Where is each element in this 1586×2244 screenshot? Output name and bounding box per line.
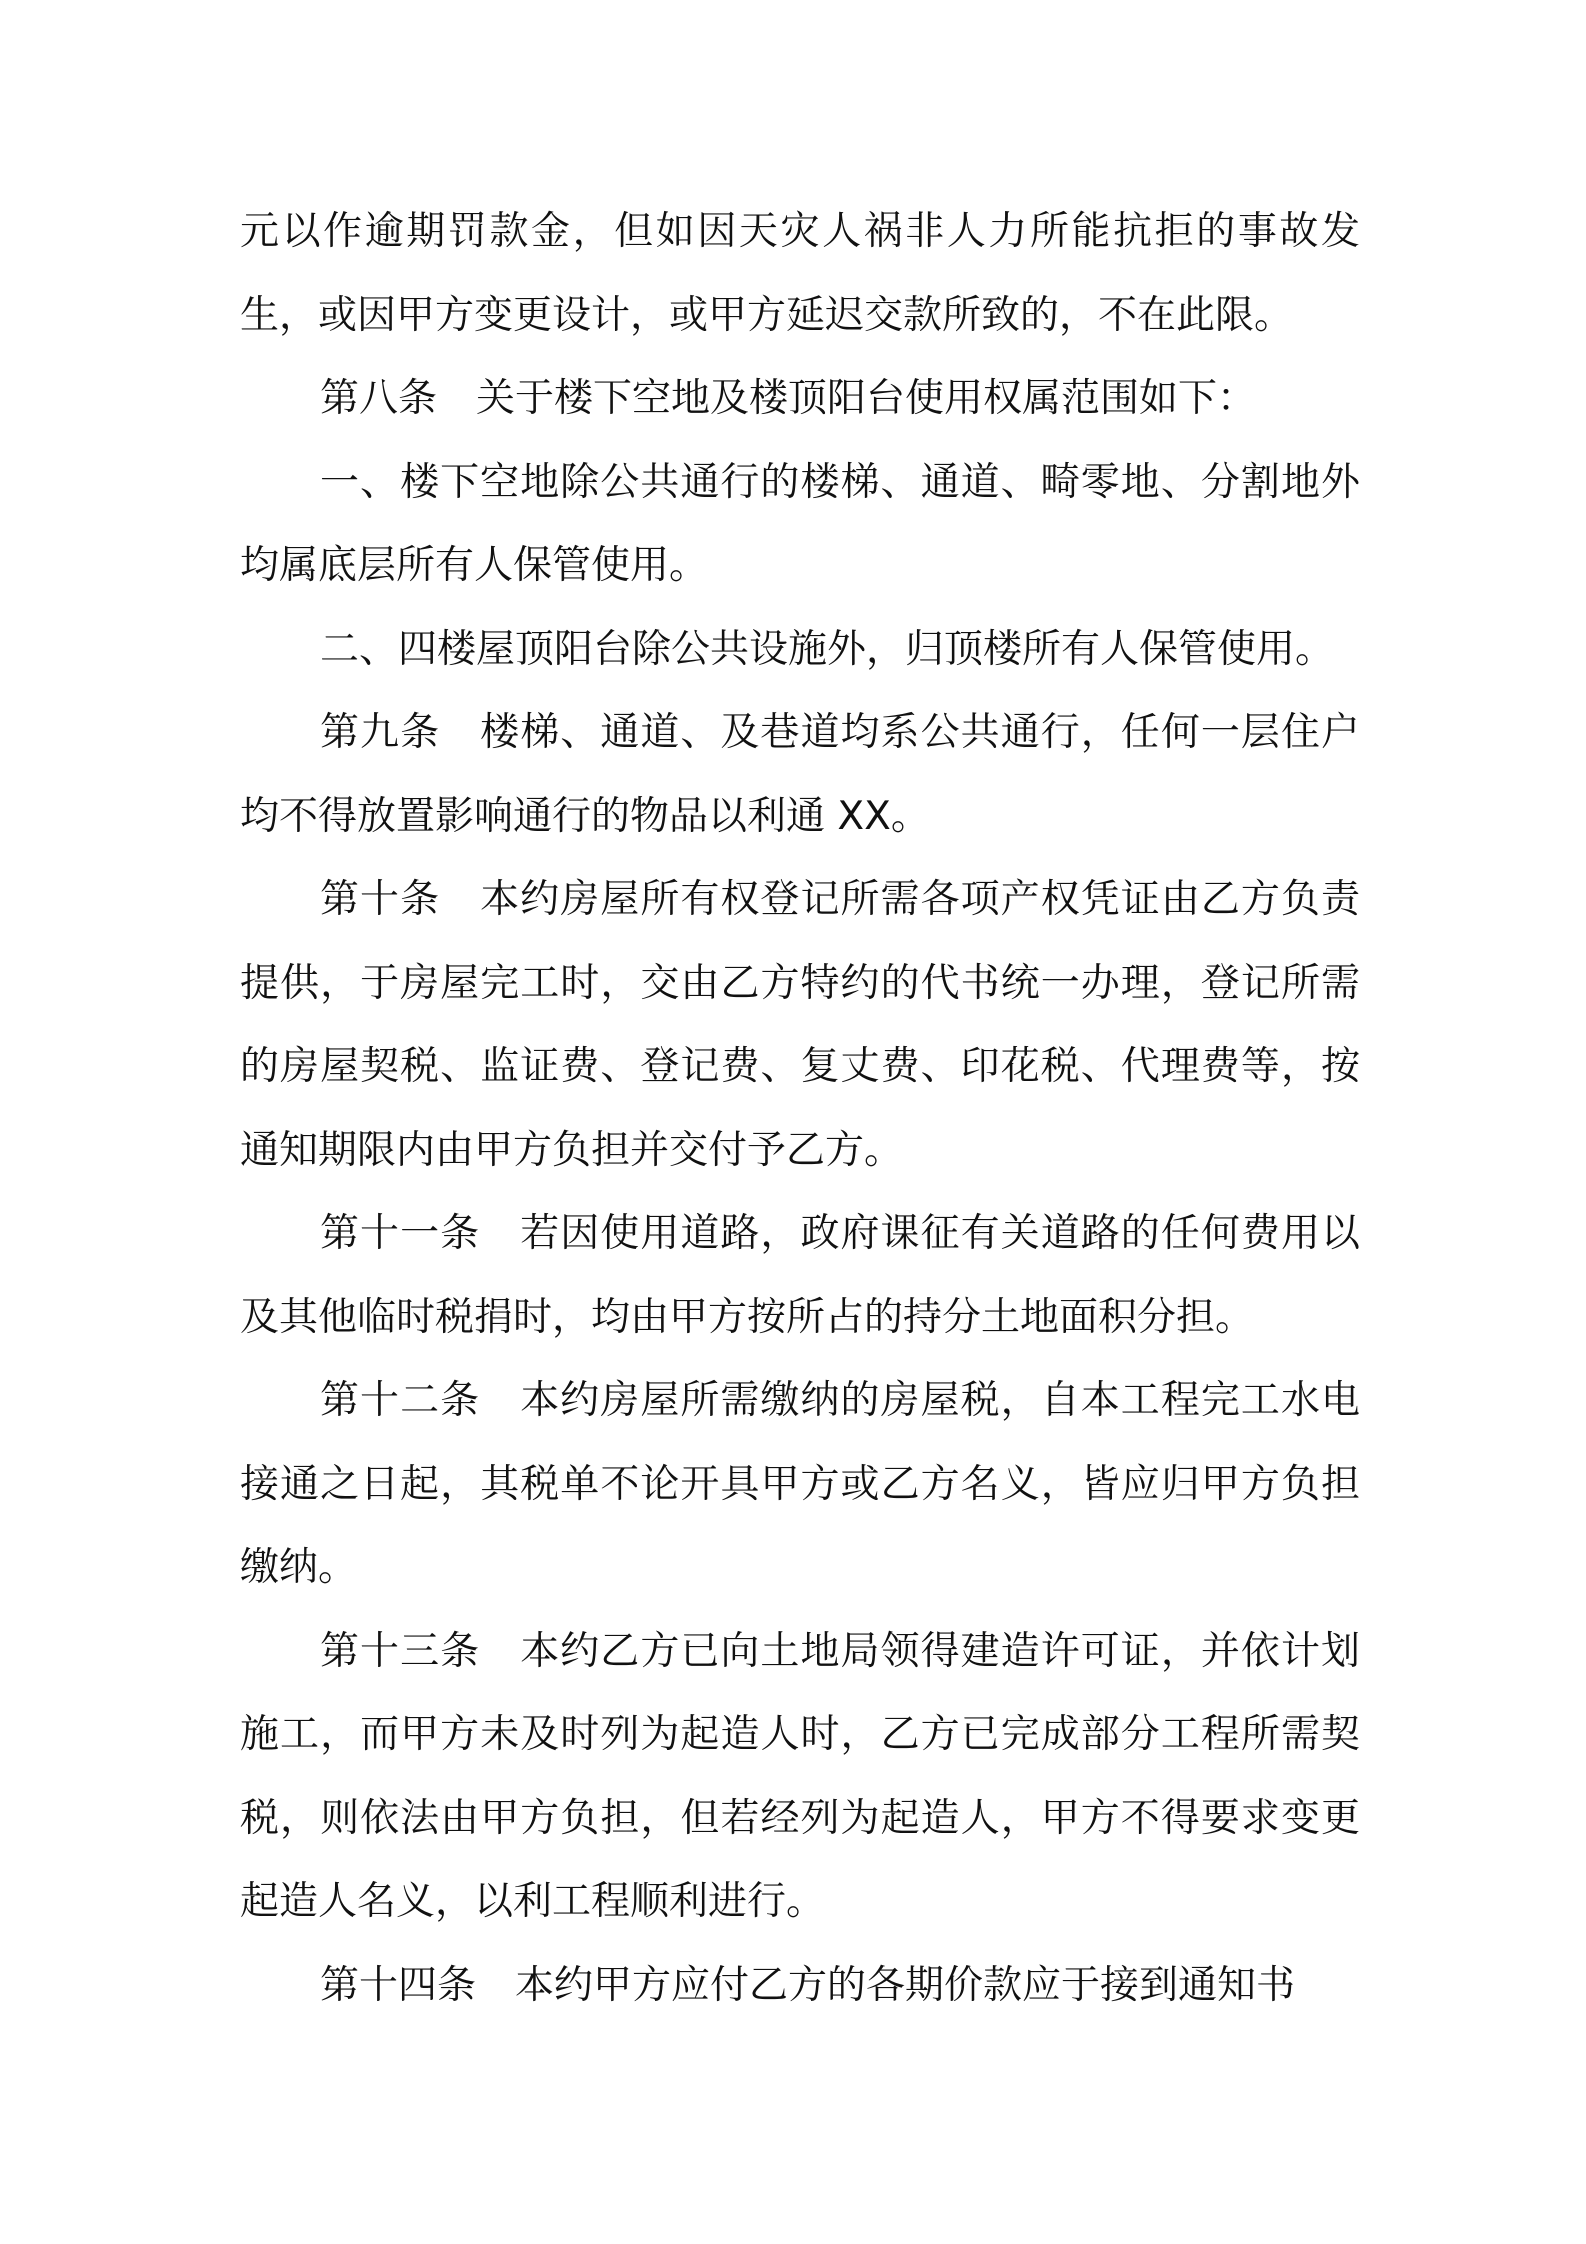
paragraph-article-11: 第十一条 若因使用道路，政府课征有关道路的任何费用以及其他临时税捐时，均由甲方按所占的持分土地面积分担。 xyxy=(240,1211,1360,1340)
paragraph-article-8-item-2: 二、四楼屋顶阳台除公共设施外，归顶楼所有人保管使用。 xyxy=(320,626,1335,672)
paragraph-article-8-item-1: 一、楼下空地除公共通行的楼梯、通道、畸零地、分割地外均属底层所有人保管使用。 xyxy=(240,459,1360,588)
paragraph-article-9: 第九条 楼梯、通道、及巷道均系公共通行，任何一层住户均不得放置影响通行的物品以利通 XX。 xyxy=(240,710,1360,839)
paragraph-article-8: 第八条 关于楼下空地及楼顶阳台使用权属范围如下： xyxy=(320,376,1257,421)
contract-text xyxy=(240,190,1360,2027)
paragraph-article-12: 第十二条 本约房屋所需缴纳的房屋税，自本工程完工水电接通之日起，其税单不论开具甲方或乙方名义，皆应归甲方负担缴纳。 xyxy=(240,1378,1360,1590)
paragraph-continuation: 元以作逾期罚款金，但如因天灾人祸非人力所能抗拒的事故发生，或因甲方变更设计，或甲方延迟交款所致的，不在此限。 xyxy=(240,209,1360,338)
paragraph-article-14: 第十四条 本约甲方应付乙方的各期价款应于接到通知书 xyxy=(320,1962,1296,2008)
paragraph-article-13: 第十三条 本约乙方已向土地局领得建造许可证，并依计划施工，而甲方未及时列为起造人时，乙方已完成部分工程所需契税，则依法由甲方负担，但若经列为起造人，甲方不得要求变更起造人名义，以利工程顺利进行。 xyxy=(240,1628,1360,1924)
paragraph-article-10: 第十条 本约房屋所有权登记所需各项产权凭证由乙方负责提供，于房屋完工时，交由乙方特约的代书统一办理，登记所需的房屋契税、监证费、登记费、复丈费、印花税、代理费等，按通知期限内由甲方负担并交付予乙方。 xyxy=(240,877,1360,1173)
